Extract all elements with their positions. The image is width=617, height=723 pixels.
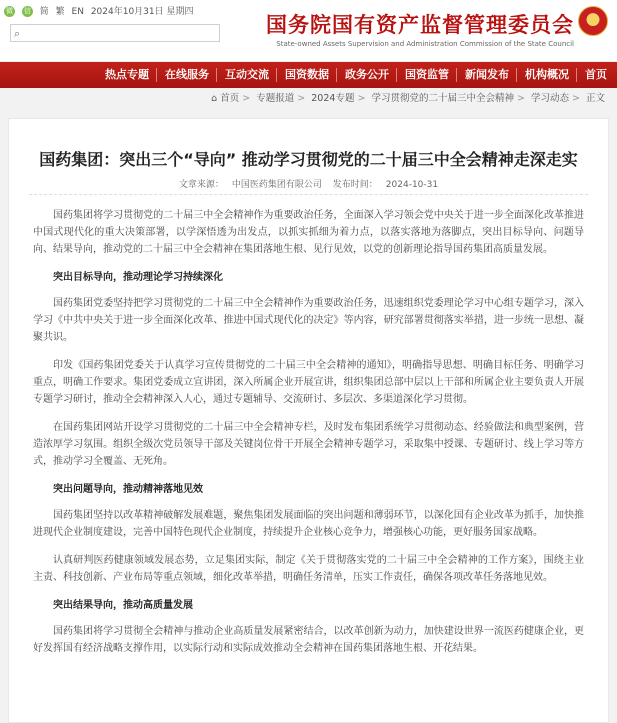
org-name-en: State-owned Assets Supervision and Administration Commission of the State Council — [276, 40, 574, 48]
article-paragraph: 认真研判医药健康领域发展态势，立足集团实际，制定《关于贯彻落实党的二十届三中全会精神的工作方案》，围绕主业主责、科技创新、产业布局等重点领域，细化改革举措，明确任务清单，压实工作责任，确保各项改革任务落地见效。 — [33, 555, 584, 583]
article-date: 2024-10-31 — [385, 180, 439, 190]
article-paragraph: 国药集团坚持以改革精神破解发展难题，聚焦集团发展面临的突出问题和薄弱环节，以深化国有企业改革为抓手，加快推进现代企业制度建设，完善中国特色现代企业制度，持续提升企业核心竞争力，增强核心功能，更好服务国家战略。 — [33, 510, 584, 538]
search-input[interactable] — [10, 24, 220, 42]
breadcrumb-item[interactable]: 学习贯彻党的二十届三中全会精神 — [371, 93, 514, 104]
date-label: 发布时间： — [332, 180, 378, 190]
search-icon[interactable]: ⌕ — [14, 27, 21, 40]
lang-cn-link[interactable]: 简 — [39, 7, 49, 17]
top-toolbar — [4, 4, 224, 18]
main-nav — [0, 62, 617, 88]
breadcrumb-current: 正文 — [585, 93, 605, 104]
article-paragraph: 印发《国药集团党委关于认真学习宣传贯彻党的二十届三中全会精神的通知》，明确指导思想、明确目标任务、明确学习重点，明确工作要求。集团党委成立宣讲团，深入所属企业开展宣讲，组织集团总部中层以上干部和所属企业主要负责人开展专题学习研讨，推动全会精神深入人心，通过专题辅导、交流研讨、多层次、多渠道深化学习贯彻。 — [33, 360, 584, 405]
nav-item-about[interactable]: 机构概况 — [517, 62, 577, 88]
breadcrumb-item[interactable]: 首页 — [220, 93, 240, 104]
nav-item-home[interactable]: 首页 — [585, 68, 607, 81]
site-header — [0, 0, 617, 62]
nav-item-disclosure[interactable]: 政务公开 — [337, 62, 397, 88]
nav-item-services[interactable]: 在线服务 — [157, 62, 217, 88]
nav-item-news[interactable]: 新闻发布 — [457, 62, 517, 88]
lang-en-link[interactable]: EN — [71, 7, 84, 17]
weibo-icon[interactable]: 微 — [6, 7, 13, 15]
breadcrumb-home-icon: ⌂ — [211, 93, 218, 104]
nav-item-interaction[interactable]: 互动交流 — [217, 62, 277, 88]
article-meta — [9, 177, 608, 190]
article-paragraph: 国药集团将学习贯彻党的二十届三中全会精神作为重要政治任务，全面深入学习领会党中央关于进一步全面深化改革推进中国式现代化的重大决策部署，以学深悟透为出发点，以抓实抓细为着力点，以落实落地为落脚点，突出目标导向、问题导向、结果导向，推动党的二十届三中全会精神在集团落地生根、见行见效，以党的创新理论指导国药集团高质量发展。 — [33, 210, 584, 255]
breadcrumb: ⌂ 首页 > 专题报道 > 2024专题 > 学习贯彻党的二十届三中全会精神 > 学习动态 > 正文 — [211, 93, 605, 104]
org-name-cn: 国务院国有资产监督管理委员会 — [266, 12, 574, 37]
lang-tw-link[interactable]: 繁 — [55, 7, 65, 17]
breadcrumb-item[interactable]: 专题报道 — [256, 93, 295, 104]
article-paragraph: 国药集团将学习贯彻全会精神与推动企业高质量发展紧密结合，以改革创新为动力，加快建设世界一流医药健康企业，更好发挥国有经济战略支撑作用，以实际行动和实际成效推动全会精神在国药集团落地生根、开花结果。 — [33, 626, 584, 654]
article-paragraph: 国药集团党委坚持把学习贯彻党的二十届三中全会精神作为重要政治任务，迅速组织党委理论学习中心组专题学习，深入学习《中共中央关于进一步全面深化改革、推进中国式现代化的决定》等内容，研究部署贯彻落实举措，进一步统一思想、凝聚共识。 — [33, 298, 584, 343]
national-emblem-icon — [578, 6, 608, 36]
article-subheading: 突出结果导向，推动高质量发展 — [53, 600, 193, 611]
article-title: 国药集团：突出三个“导向” 推动学习贯彻党的二十届三中全会精神走深走实 — [39, 150, 578, 169]
article-subheading: 突出目标导向，推动理论学习持续深化 — [53, 272, 223, 283]
site-logo[interactable] — [266, 6, 612, 56]
meta-divider — [29, 194, 588, 195]
breadcrumb-item[interactable]: 学习动态 — [530, 93, 569, 104]
wechat-icon[interactable]: 信 — [23, 7, 31, 15]
current-date: 2024年10月31日 星期四 — [90, 7, 194, 17]
nav-item-topics[interactable]: 热点专题 — [97, 62, 157, 88]
article-subheading: 突出问题导向，推动精神落地见效 — [53, 484, 203, 495]
article-source: 中国医药集团有限公司 — [231, 180, 322, 190]
nav-item-data[interactable]: 国资数据 — [277, 62, 337, 88]
source-label: 文章来源： — [178, 180, 224, 190]
article-panel — [8, 118, 609, 723]
nav-item-supervision[interactable]: 国资监管 — [397, 62, 457, 88]
article-paragraph: 在国药集团网站开设学习贯彻党的二十届三中全会精神专栏，及时发布集团系统学习贯彻动态、经验做法和典型案例，营造浓厚学习氛围。组织全级次党员领导干部及关键岗位骨干开展全会精神专题学习，采取集中授课、专题研讨、线上学习等方式，推动学习全覆盖、无死角。 — [33, 422, 584, 467]
article-body — [33, 207, 584, 668]
breadcrumb-item[interactable]: 2024专题 — [311, 93, 355, 104]
